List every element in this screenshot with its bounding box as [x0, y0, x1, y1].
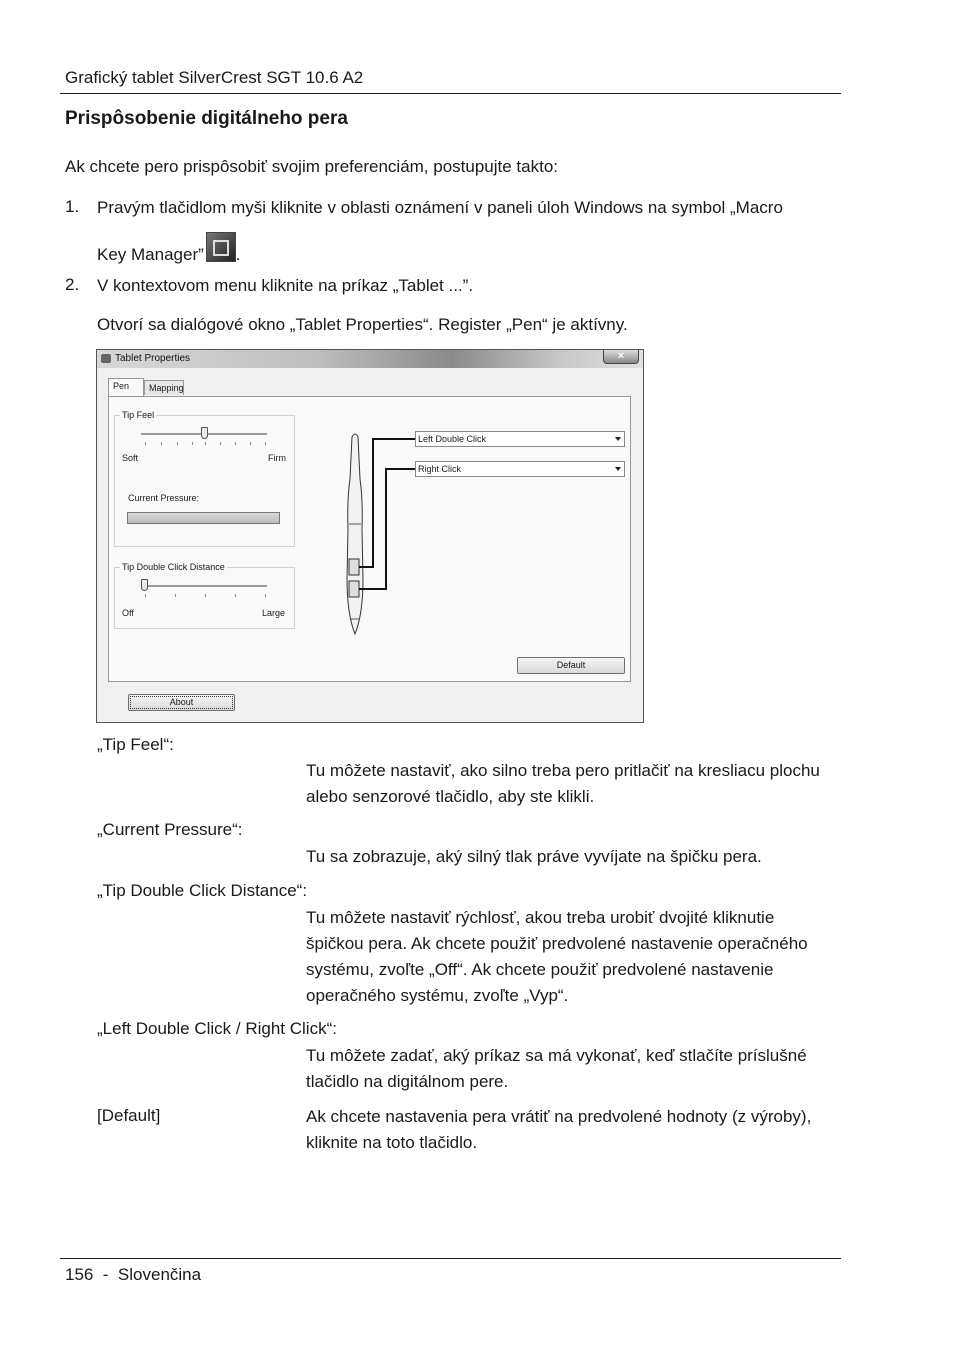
tab-mapping[interactable]: Mapping	[144, 380, 184, 395]
desc-default-1: Ak chcete nastavenia pera vrátiť na predvolené hodnoty (z výroby),	[306, 1107, 812, 1126]
header-rule	[60, 93, 841, 94]
desc-tip-double-click-4: operačného systému, zvoľte „Vyp“.	[306, 986, 569, 1005]
tip-double-click-slider-thumb[interactable]	[141, 579, 148, 591]
tip-double-click-slider-track	[141, 585, 267, 588]
tip-double-click-group	[114, 562, 295, 629]
dialog-note: Otvorí sa dialógové okno „Tablet Properties“. Register „Pen“ je aktívny.	[97, 315, 628, 334]
desc-left-right-click-2: tlačidlo na digitálnom pere.	[306, 1072, 509, 1091]
intro-text: Ak chcete pero prispôsobiť svojim preferenciám, postupujte takto:	[65, 157, 559, 176]
tick	[205, 594, 206, 597]
tip-double-click-min-label: Off	[122, 608, 134, 618]
tip-feel-slider-thumb[interactable]	[201, 427, 208, 439]
tick	[235, 442, 236, 445]
pen-illustration	[339, 429, 399, 639]
term-default: [Default]	[97, 1106, 161, 1125]
tablet-properties-dialog	[96, 349, 644, 723]
desc-tip-double-click-3: systému, zvoľte „Off“. Ak chcete použiť predvolené nastavenie	[306, 960, 774, 979]
desc-tip-double-click-2: špičkou pera. Ak chcete použiť predvolené nastavenie operačného	[306, 934, 808, 953]
tick	[250, 442, 251, 445]
chevron-down-icon	[615, 467, 621, 471]
tick	[265, 442, 266, 445]
tick	[175, 594, 176, 597]
upper-button-value: Left Double Click	[418, 434, 487, 444]
tick	[145, 442, 146, 445]
close-button[interactable]: ×	[603, 350, 639, 364]
tick	[235, 594, 236, 597]
upper-button-select[interactable]	[415, 431, 625, 447]
desc-tip-double-click-1: Tu môžete nastaviť rýchlosť, akou treba urobiť dvojité kliknutie	[306, 908, 775, 927]
about-button[interactable]: About	[128, 694, 235, 711]
step-1-line2-end: .	[235, 245, 241, 264]
desc-default-2: kliknite na toto tlačidlo.	[306, 1133, 478, 1152]
term-tip-double-click: „Tip Double Click Distance“:	[97, 881, 308, 900]
tip-feel-min-label: Soft	[122, 453, 139, 463]
tick	[205, 442, 206, 445]
tip-double-click-label: Tip Double Click Distance	[122, 562, 225, 572]
step-1-number: 1.	[65, 197, 80, 216]
dialog-title: Tablet Properties	[115, 353, 191, 364]
lower-button-value: Right Click	[418, 464, 462, 474]
desc-current-pressure-1: Tu sa zobrazuje, aký silný tlak práve vyvíjate na špičku pera.	[306, 847, 762, 866]
tip-feel-label: Tip Feel	[122, 410, 155, 420]
page-header-title: Grafický tablet SilverCrest SGT 10.6 A2	[65, 68, 364, 87]
current-pressure-label: Current Pressure:	[128, 493, 200, 503]
dialog-titlebar	[97, 350, 643, 368]
tip-feel-group	[114, 410, 295, 547]
lower-button-connector	[399, 468, 415, 470]
step-2-number: 2.	[65, 275, 80, 294]
step-2-line1: V kontextovom menu kliknite na príkaz „Tablet ...”.	[97, 276, 474, 295]
section-heading: Prispôsobenie digitálneho pera	[65, 108, 348, 129]
lower-button-select[interactable]	[415, 461, 625, 477]
term-left-right-click: „Left Double Click / Right Click“:	[97, 1019, 337, 1038]
desc-tip-feel-1: Tu môžete nastaviť, ako silno treba pero pritlačiť na kresliacu plochu	[306, 761, 820, 780]
footer-rule	[60, 1258, 841, 1259]
tablet-app-icon	[101, 354, 111, 363]
tip-feel-max-label: Firm	[268, 453, 286, 463]
desc-left-right-click-1: Tu môžete zadať, aký príkaz sa má vykonať, keď stlačíte príslušné	[306, 1046, 807, 1065]
page-footer: 156 - Slovenčina	[65, 1265, 202, 1284]
pen-tab-panel	[108, 396, 631, 682]
term-current-pressure: „Current Pressure“:	[97, 820, 243, 839]
chevron-down-icon	[615, 437, 621, 441]
tick	[177, 442, 178, 445]
tick	[220, 442, 221, 445]
tick	[192, 442, 193, 445]
step-1-line2-text: Key Manager”	[97, 245, 204, 264]
tick	[161, 442, 162, 445]
macro-key-manager-icon	[206, 232, 236, 262]
step-1-line1: Pravým tlačidlom myši kliknite v oblasti oznámení v paneli úloh Windows na symbol „Macro	[97, 198, 783, 217]
step-1-line2	[97, 232, 241, 268]
upper-button-connector	[399, 438, 415, 440]
tip-double-click-max-label: Large	[262, 608, 286, 618]
current-pressure-bar	[127, 512, 280, 524]
tab-pen[interactable]: Pen	[108, 378, 144, 396]
tick	[145, 594, 146, 597]
desc-tip-feel-2: alebo senzorové tlačidlo, aby ste klikli.	[306, 787, 595, 806]
term-tip-feel: „Tip Feel“:	[97, 735, 174, 754]
default-button[interactable]: Default	[517, 657, 625, 674]
tick	[265, 594, 266, 597]
